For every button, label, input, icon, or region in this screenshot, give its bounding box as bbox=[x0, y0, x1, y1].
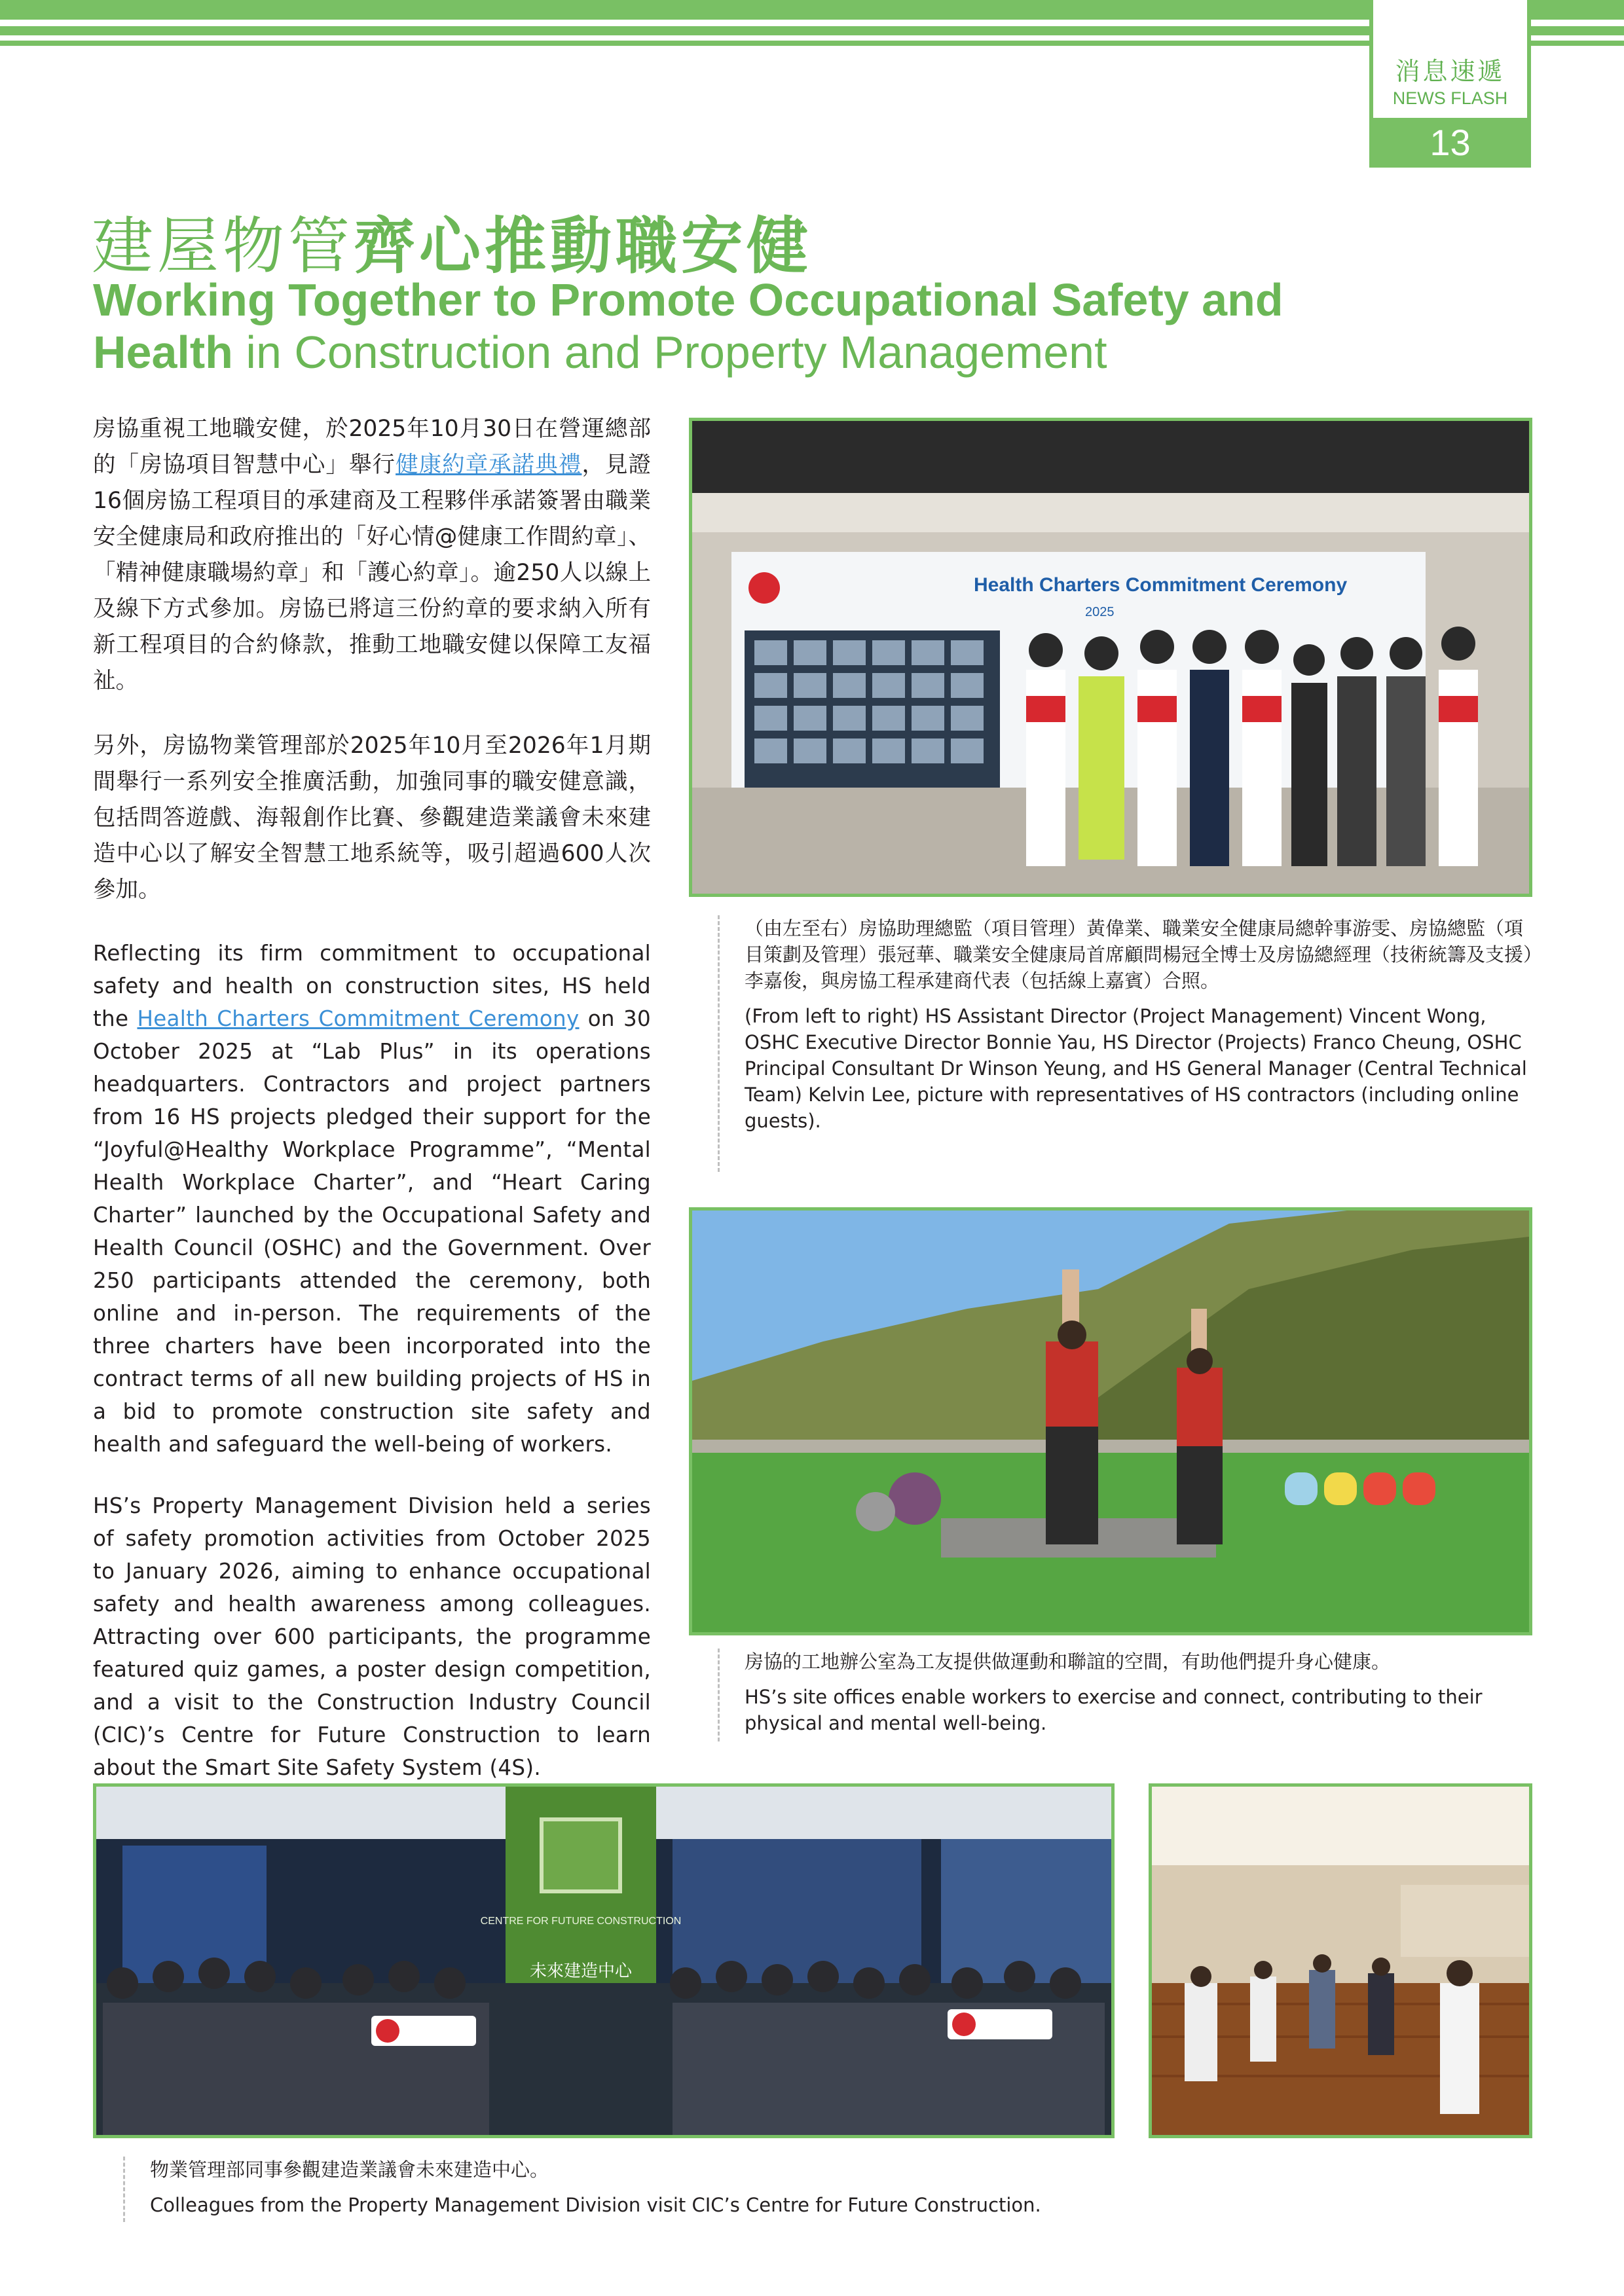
wall-sign-zh: 未來建造中心 bbox=[529, 1961, 633, 1981]
ceremony-link-zh[interactable]: 健康約章承諾典禮 bbox=[396, 452, 582, 478]
paragraph-en-2: HS’s Property Management Division held a series of safety promotion activities from October 2025 to January 2026, aiming to enhance occupational safety and health awareness among colleagues. Attracting over 600 participants, the programme featured quiz games, a poster design competition, and a visit to the Construction Industry Council (CIC)’s Centre for Future Construction to learn about the Smart Site Safety System (4S). bbox=[93, 1493, 651, 1780]
paragraph-text: Reflecting its firm commitment to occupational safety and health on construction sites, HS held the bbox=[93, 941, 651, 1031]
title-zh bbox=[92, 196, 812, 285]
title-zh-light: 建屋物管 bbox=[92, 211, 354, 282]
article-body bbox=[93, 411, 651, 1813]
ceremony-link-en[interactable]: Health Charters Commitment Ceremony bbox=[137, 1006, 580, 1031]
section-label-zh: 消息速遞 bbox=[1395, 57, 1505, 86]
visit-photo bbox=[93, 1783, 1115, 2138]
visit-caption bbox=[123, 2157, 1145, 2222]
paragraph-en-1 bbox=[93, 937, 651, 1461]
exercise-photo bbox=[689, 1207, 1532, 1635]
ceremony-caption bbox=[718, 915, 1536, 1172]
visit-caption-en: Colleagues from the Property Management Division visit CIC’s Centre for Future Construction. bbox=[150, 2194, 1041, 2216]
ceremony-caption-zh: （由左至右）房協助理總監（項目管理）黃偉業、職業安全健康局總幹事游雯、房協總監（項目策劃及管理）張冠華、職業安全健康局首席顧問楊冠全博士及房協總經理（技術統籌及支援）李嘉俊，與房協工程承建商代表（包括線上嘉賓）合照。 bbox=[745, 917, 1533, 992]
visit-caption-zh: 物業管理部同事參觀建造業議會未來建造中心。 bbox=[150, 2159, 549, 2181]
paragraph-zh-2: 另外，房協物業管理部於2025年10月至2026年1月期間舉行一系列安全推廣活動，加強同事的職安健意識，包括問答遊戲、海報創作比賽、參觀建造業議會未來建造中心以了解安全智慧工地系統等，吸引超過600人次參加。 bbox=[93, 733, 651, 903]
ceremony-caption-en: (From left to right) HS Assistant Director (Project Management) Vincent Wong, OSHC Executive Director Bonnie Yau, HS Director (Projects) Franco Cheung, OSHC Principal Consultant Dr Winson Yeung, and HS General Manager (Central Technical Team) Kelvin Lee, picture with representatives of HS contractors (including online guests). bbox=[745, 1005, 1527, 1132]
title-en bbox=[93, 274, 1337, 378]
paragraph-zh-1 bbox=[93, 411, 651, 699]
paragraph-text: on 30 October 2025 at “Lab Plus” in its operations headquarters. Contractors and project partners from 16 HS projects pledged their support for the “Joyful@Healthy Workplace Programme”, “Mental Health Workplace Charter”, and “Heart Caring Charter” launched by the Occupational Safety and Health Council (OSHC) and the Government. Over 250 participants attended the ceremony, both online and in-person. The requirements of the three charters have been incorporated into the contract terms of all new building projects of HS in a bid to promote construction site safety and health and safeguard the well-being of workers. bbox=[93, 1006, 651, 1457]
paragraph-text: ，見證16個房協工程項目的承建商及工程夥伴承諾簽署由職業安全健康局和政府推出的「好心情@健康工作間約章」、「精神健康職場約章」和「護心約章」。逾250人以線上及線下方式參加。房協已將這三份約章的要求納入所有新工程項目的合約條款，推動工地職安健以保障工友福祉。 bbox=[93, 452, 652, 694]
screen-year: 2025 bbox=[1085, 605, 1115, 619]
exercise-caption-en: HS’s site offices enable workers to exercise and connect, contributing to their physical and mental well-being. bbox=[745, 1686, 1483, 1734]
wall-sign-en: CENTRE FOR FUTURE CONSTRUCTION bbox=[480, 1916, 682, 1927]
exercise-caption-zh: 房協的工地辦公室為工友提供做運動和聯誼的空間，有助他們提升身心健康。 bbox=[745, 1650, 1391, 1673]
exercise-caption bbox=[718, 1649, 1536, 1741]
section-tab bbox=[1369, 0, 1531, 168]
title-en-bold: Working Together to Promote Occupational Safety and Health bbox=[93, 274, 1283, 378]
section-label-en: NEWS FLASH bbox=[1392, 88, 1508, 108]
title-en-light: in Construction and Property Management bbox=[232, 327, 1107, 378]
ceremony-photo bbox=[689, 418, 1532, 897]
paragraph-text: 房協重視工地職安健，於2025年10月30日在營運總部的「房協項目智慧中心」舉行 bbox=[93, 416, 651, 478]
title-zh-bold: 齊心推動職安健 bbox=[354, 211, 813, 282]
indoor-exercise-photo bbox=[1149, 1783, 1532, 2138]
page-number: 13 bbox=[1373, 118, 1527, 168]
screen-title: Health Charters Commitment Ceremony bbox=[974, 574, 1348, 596]
